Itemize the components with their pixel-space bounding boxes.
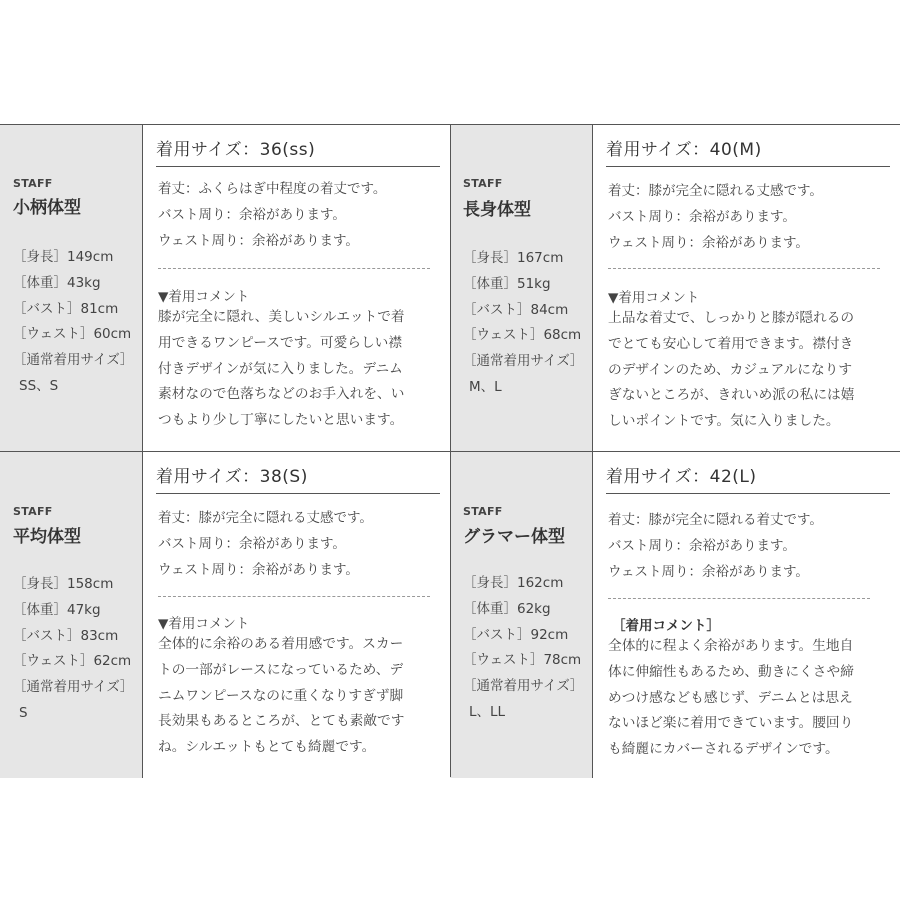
body-type-title: グラマー体型 (463, 527, 565, 547)
row-divider (0, 451, 900, 452)
comment-line: のデザインのため、カジュアルになりす (608, 361, 853, 378)
heading-rule (606, 166, 890, 167)
body-type-title: 平均体型 (13, 527, 81, 547)
fit-description (158, 177, 386, 254)
fit-length: 着丈：膝が完全に隠れる丈感です。 (158, 510, 373, 526)
fit-bust: バスト周り：余裕があります。 (158, 206, 346, 223)
comment-body (608, 306, 854, 435)
comment-line: トの一部がレースになっているため、デ (158, 661, 404, 678)
worn-size-heading: 着用サイズ：36(ss) (156, 140, 316, 160)
stat-weight: ［体重］43kg (13, 274, 101, 291)
comment-line: ニムワンピースなのに重くなりすぎず脚 (158, 687, 404, 704)
heading-rule (606, 493, 890, 494)
fit-length: 着丈：膝が完全に隠れる丈感です。 (608, 183, 823, 199)
fit-length: 着丈：ふくらはぎ中程度の着丈です。 (158, 181, 387, 197)
stat-usual-size-label: ［通常着用サイズ］ (463, 678, 584, 695)
fit-review-panel (592, 452, 900, 778)
comment-body (608, 634, 854, 763)
stat-weight: ［体重］51kg (463, 275, 551, 292)
staff-profile-panel (0, 125, 142, 451)
comment-line: 付きデザインが気に入りました。デニム (158, 360, 403, 377)
body-stats (13, 572, 133, 727)
stat-waist: ［ウェスト］62cm (13, 653, 132, 670)
stat-usual-size-label: ［通常着用サイズ］ (13, 352, 134, 369)
stat-bust: ［バスト］83cm (13, 627, 119, 644)
stat-usual-size-value: S (19, 704, 28, 721)
body-type-title: 小柄体型 (13, 198, 81, 218)
comment-line: 全体的に程よく余裕があります。生地自 (608, 638, 854, 654)
worn-size-heading: 着用サイズ：38(S) (156, 467, 308, 487)
body-stats (13, 245, 133, 400)
comment-line: 長効果もあるところが、とても素敵です (158, 713, 405, 730)
comment-line: 上品な着丈で、しっかりと膝が隠れるの (608, 310, 855, 326)
fit-length: 着丈：膝が完全に隠れる着丈です。 (608, 512, 823, 528)
staff-card-curvy (450, 452, 900, 778)
comment-body (158, 632, 404, 761)
comment-heading: ▼着用コメント (158, 616, 250, 632)
dashed-divider (608, 268, 880, 269)
fit-description (158, 506, 373, 583)
comment-heading: ▼着用コメント (608, 290, 700, 306)
worn-size-heading: 着用サイズ：42(L) (606, 467, 757, 487)
comment-line: 全体的に余裕のある着用感です。スカー (158, 636, 404, 652)
stat-usual-size-value: M、L (469, 378, 502, 395)
staff-card-petite (0, 125, 450, 451)
comment-line: 用できるワンピースです。可愛らしい襟 (158, 334, 403, 351)
stat-usual-size-label: ［通常着用サイズ］ (13, 679, 134, 696)
body-type-title: 長身体型 (463, 200, 531, 220)
stat-usual-size-label: ［通常着用サイズ］ (463, 353, 584, 370)
comment-line: も綺麗にカバーされるデザインです。 (608, 741, 839, 758)
comment-line: ぎないところが、きれいめ派の私には嬉 (608, 387, 855, 404)
fit-bust: バスト周り：余裕があります。 (608, 537, 796, 554)
dashed-divider (158, 596, 430, 597)
stat-weight: ［体重］47kg (13, 601, 101, 618)
dashed-divider (608, 598, 870, 599)
staff-size-grid (0, 124, 900, 778)
stat-usual-size-value: SS、S (19, 377, 59, 394)
staff-label: STAFF (13, 505, 53, 518)
staff-label: STAFF (463, 177, 503, 190)
comment-line: ないほど楽に着用できています。腰回り (608, 715, 854, 732)
stat-bust: ［バスト］81cm (13, 300, 119, 317)
body-stats (463, 571, 583, 726)
fit-bust: バスト周り：余裕があります。 (608, 208, 796, 225)
fit-description (608, 179, 823, 256)
staff-label: STAFF (463, 505, 503, 518)
comment-line: ね。シルエットもとても綺麗です。 (158, 739, 376, 756)
fit-waist: ウェスト周り：余裕があります。 (158, 561, 359, 578)
stat-height: ［身長］158cm (13, 576, 114, 592)
body-stats (463, 246, 583, 401)
stat-bust: ［バスト］92cm (463, 626, 569, 643)
comment-line: つもより少し丁寧にしたいと思います。 (158, 412, 404, 429)
staff-card-tall (450, 125, 900, 451)
staff-label: STAFF (13, 177, 53, 190)
heading-rule (156, 493, 440, 494)
stat-height: ［身長］162cm (463, 575, 564, 591)
comment-line: 体に伸縮性もあるため、動きにくさや締 (608, 663, 854, 680)
comment-body (158, 305, 405, 434)
worn-size-heading: 着用サイズ：40(M) (606, 140, 762, 160)
staff-profile-panel (0, 452, 142, 778)
fit-review-panel (142, 452, 450, 778)
heading-rule (156, 166, 440, 167)
fit-waist: ウェスト周り：余裕があります。 (608, 234, 809, 251)
stat-height: ［身長］167cm (463, 250, 564, 266)
fit-bust: バスト周り：余裕があります。 (158, 535, 346, 552)
comment-line: でとても安心して着用できます。襟付き (608, 335, 854, 352)
staff-profile-panel (450, 125, 592, 451)
stat-weight: ［体重］62kg (463, 600, 551, 617)
fit-waist: ウェスト周り：余裕があります。 (158, 232, 359, 249)
fit-waist: ウェスト周り：余裕があります。 (608, 563, 809, 580)
comment-line: 素材なので色落ちなどのお手入れを、い (158, 386, 405, 403)
fit-description (608, 508, 823, 585)
dashed-divider (158, 268, 430, 269)
stat-waist: ［ウェスト］68cm (463, 327, 582, 344)
comment-line: めつけ感なども感じず、デニムとは思え (608, 689, 853, 706)
staff-profile-panel (450, 452, 592, 778)
fit-review-panel (592, 125, 900, 451)
staff-card-average (0, 452, 450, 778)
stat-usual-size-value: L、LL (469, 703, 506, 720)
stat-waist: ［ウェスト］78cm (463, 652, 582, 669)
stat-waist: ［ウェスト］60cm (13, 326, 132, 343)
fit-review-panel (142, 125, 450, 451)
comment-heading: ［着用コメント］ (612, 618, 720, 634)
comment-line: 膝が完全に隠れ、美しいシルエットで着 (158, 309, 405, 325)
stat-height: ［身長］149cm (13, 249, 114, 265)
stat-bust: ［バスト］84cm (463, 301, 569, 318)
comment-line: しいポイントです。気に入りました。 (608, 413, 840, 430)
comment-heading: ▼着用コメント (158, 289, 250, 305)
